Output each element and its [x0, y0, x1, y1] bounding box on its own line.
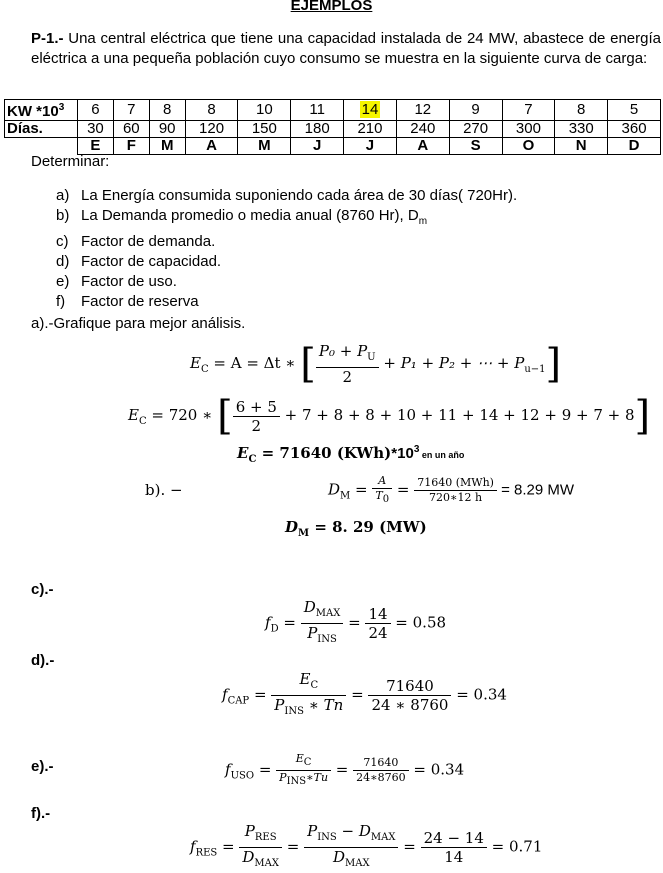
- list-item: f) Factor de reserva: [56, 293, 199, 310]
- equation-reserve-factor: $f_{RES}$ = $\frac{P_{RES}}{D_{MAX}}$ = $\frac{P_{INS} - D_{MAX}}{D_{MAX}}$ = $\frac{24 - 14}{14}$ = 0.71: [190, 822, 543, 869]
- list-item: a) La Energía consumida suponiendo cada área de 30 días( 720Hr).: [56, 187, 518, 204]
- list-item: b) La Demanda promedio o media anual (8760 Hr), $D_m$: [56, 207, 428, 227]
- equation-energy-values: $E_C = 720$ ∗ [ $\frac{6 + 5}{2}$ + 7 + 8 + 8 + 10 + 11 + 14 + 12 + 9 + 7 + 8]: [128, 393, 651, 439]
- part-d-label: d).-: [31, 652, 55, 669]
- days-cell: 210: [344, 121, 397, 138]
- days-cell: 60: [113, 121, 149, 138]
- days-header: Días.: [5, 121, 78, 138]
- list-item: e) Factor de uso.: [56, 273, 177, 290]
- load-table: [4, 99, 661, 155]
- kw-cell: 8: [555, 100, 608, 121]
- month-cell: J: [291, 138, 344, 155]
- kw-cell-highlighted: 14: [344, 100, 397, 121]
- equation-capacity-factor: $f_{CAP}$ = $\frac{E_C}{P_{INS} ∗ Tn}$ = $\frac{71640}{24 ∗ 8760}$ = 0.34: [222, 670, 507, 717]
- days-cell: 360: [608, 121, 661, 138]
- kw-cell: 8: [185, 100, 238, 121]
- month-cell: A: [185, 138, 238, 155]
- days-cell: 120: [185, 121, 238, 138]
- blank-cell: [5, 138, 78, 155]
- month-cell: N: [555, 138, 608, 155]
- kw-cell: 12: [396, 100, 449, 121]
- determine-label: Determinar:: [31, 153, 110, 170]
- equation-use-factor: $f_{USO}$ = $\frac{E_C}{P_{INS}∗Tu}$ = $\frac{71640}{24∗8760}$ = 0.34: [225, 752, 465, 788]
- average-demand-result: $D_M = 8$. 29 (MW): [285, 518, 427, 539]
- kw-cell: 7: [502, 100, 555, 121]
- kw-cell: 6: [78, 100, 114, 121]
- month-cell: S: [449, 138, 502, 155]
- month-cell: J: [344, 138, 397, 155]
- problem-label: P-1.-: [31, 30, 64, 47]
- table-row-kw: [5, 100, 661, 121]
- days-cell: 90: [149, 121, 185, 138]
- problem-statement: [31, 29, 661, 69]
- kw-cell: 9: [449, 100, 502, 121]
- month-cell: F: [113, 138, 149, 155]
- list-item: c) Factor de demanda.: [56, 233, 216, 250]
- kw-cell: 8: [149, 100, 185, 121]
- days-cell: 330: [555, 121, 608, 138]
- equation-energy-general: $E_C = A = \Delta t$ ∗ [ $\frac{P_0 + P_U}{2}$ + P₁ + P₂ + ⋯ + $P_{u-1}$]: [190, 341, 562, 387]
- days-cell: 240: [396, 121, 449, 138]
- part-c-label: c).-: [31, 581, 54, 598]
- page-heading: EJEMPLOS: [290, 0, 373, 14]
- equation-demand-factor: $f_D$ = $\frac{D_{MAX}}{P_{INS}}$ = $\frac{14}{24}$ = 0.58: [265, 598, 447, 645]
- table-row-months: [5, 138, 661, 155]
- task-list: [56, 186, 517, 312]
- energy-result: $E_C = 71640$ $(KWh)*10^3$ en un año: [237, 444, 465, 465]
- month-cell: O: [502, 138, 555, 155]
- month-cell: M: [238, 138, 291, 155]
- days-cell: 180: [291, 121, 344, 138]
- part-f-label: f).-: [31, 805, 51, 822]
- kw-cell: 5: [608, 100, 661, 121]
- days-cell: 300: [502, 121, 555, 138]
- days-cell: 30: [78, 121, 114, 138]
- kw-cell: 7: [113, 100, 149, 121]
- month-cell: M: [149, 138, 185, 155]
- kw-cell: 10: [238, 100, 291, 121]
- month-cell: A: [396, 138, 449, 155]
- part-b-label: b). −: [145, 481, 183, 499]
- table-row-days: [5, 121, 661, 138]
- list-item: d) Factor de capacidad.: [56, 253, 222, 270]
- days-cell: 150: [238, 121, 291, 138]
- month-cell: D: [608, 138, 661, 155]
- part-a-label: a).-Grafique para mejor análisis.: [31, 315, 246, 332]
- days-cell: 270: [449, 121, 502, 138]
- part-e-label: e).-: [31, 758, 54, 775]
- equation-average-demand: $D_M$ = $\frac{A}{T_0}$ = $\frac{\text{71640 (MWh)}}{720∗12 h}$ = 8.29 MW: [328, 474, 575, 506]
- month-cell: E: [78, 138, 114, 155]
- kw-header: KW $*10^3$: [5, 100, 78, 121]
- problem-text: Una central eléctrica que tiene una capacidad instalada de 24 MW, abastece de energía eléctrica a una pequeña población cuyo consumo se muestra en la siguiente curva de carga:: [31, 30, 661, 67]
- kw-cell: 11: [291, 100, 344, 121]
